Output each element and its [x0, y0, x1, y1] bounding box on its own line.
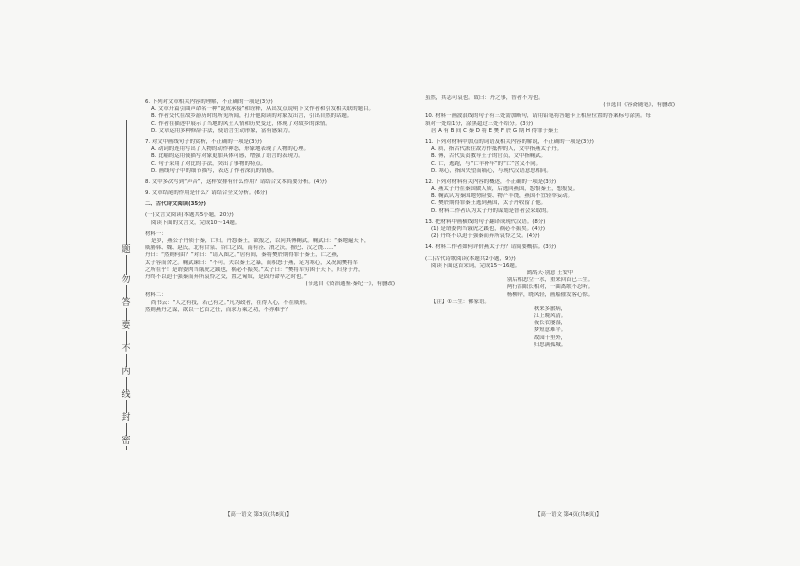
text-line: C. 亡，逃跑，与“亡羊补牢”的“亡”含义不同。	[431, 160, 542, 167]
text-line: 阅读下面的文言文，完成10～14题。	[151, 219, 241, 226]
question-line: 14. 材料二作者如何评价燕太子丹？请简要概括。(3分)	[425, 244, 557, 251]
text-line: B. 傅，古代负责教导王子的官员，文中指鞠武。	[431, 153, 546, 160]
text-line: 夜长衣屡湿，	[533, 320, 567, 327]
text-line: A. 文章开篇引曲声命名一种“说成承接”和诠释，从出发点说明下文作者和引发相关联的题目。	[151, 106, 374, 113]
text-line: 之所在乎！是谓委肉当饿虎之蹊也，祸必不振矣。”太子曰：“樊将军穷困于天下，归身于丹，	[145, 266, 364, 273]
left-page-column	[145, 95, 395, 314]
page-footer-left: 【高一语文 第3页(共8页)】	[225, 512, 292, 518]
text-line: (节选自《容斋随笔》，有删改)	[603, 102, 675, 109]
text-line: 鹧鸪天·别意 王安中	[526, 269, 574, 276]
binding-margin	[118, 120, 134, 450]
question-line: 8. 文中多次写到“声音”，这样安排有什么作用？请结合文本简要分析。(4分)	[145, 178, 327, 185]
question-line: 10. 材料一画波浪线的句子有三处需加断句，请用铅笔将答题卡上相应位置的答案标号涂黑。每	[425, 113, 651, 120]
text-line: (节选自《资治通鉴·秦纪一》，有删改)	[305, 281, 395, 288]
margin-mark: 线	[121, 390, 131, 400]
question-line: 6. 下列对文章相关内容的理解，不正确的一项是(3分)	[145, 99, 273, 105]
right-page-column	[425, 95, 675, 349]
question-line: (二)古代诗歌阅读(本题共2小题，9分)	[425, 255, 516, 262]
question-line: (一)文言文阅读(本题共5小题，20分)	[145, 212, 234, 219]
margin-mark: 答	[121, 298, 131, 308]
question-line: 9. 文章结尾的作用是什么？请结合全文分析。(6分)	[145, 190, 268, 197]
text-line: D. 文章运用多种修辞手法，使语言生动形象，富有感染力。	[151, 127, 294, 134]
text-line: C. 作者在描述中展示了当地的风土人情和历史变迁，体现了对故乡的深情。	[151, 120, 331, 127]
text-line: C. 句子采用了对比的手法，突出了事物的特点。	[151, 160, 267, 167]
question-line: 13. 把材料中画横线的句子翻译成现代汉语。(8分)	[425, 218, 546, 225]
text-line: 两行泪眼长相对，一曲离歌不忍听。	[506, 284, 594, 291]
text-line: 阅读下面这首宋词，完成15～16题。	[431, 262, 521, 269]
page-footer-right: 【高一语文 第4页(共8页)】	[535, 512, 602, 518]
text-line: 江上晚风清。	[533, 313, 567, 320]
text-line: A. 质，指古代派往敌方作抵押的人，文中指燕太子丹。	[431, 146, 563, 153]
text-line: 【注】①三生：佛家语。	[431, 298, 490, 305]
margin-mark: 内	[121, 367, 131, 377]
text-line: 秋来多旅病，	[533, 305, 567, 312]
text-line: 归思满孤城。	[533, 341, 567, 348]
text-line: 别后相思空一水，重来回首已三生。	[506, 277, 594, 284]
text-line: 丹曰：“然则何由？”对曰：“请入图之。”居有间，秦将樊於期得罪于秦王，亡之燕，	[145, 252, 343, 259]
text-line: 故园千里外，	[533, 334, 567, 341]
text-line: B. 作者交代在故乡游历时的所见所闻，打开他阅读的对象发出言，引出自然的话题。	[151, 113, 353, 120]
text-line: (2) 丹终不以迫于强秦而弃所哀怜之交。(4分)	[431, 233, 540, 240]
text-line: 居 A 有 B 间 C 秦 D 将 E 樊 F 於 G 期 H 得罪于秦王	[431, 127, 559, 134]
text-line: 然则燕丹之谋，欲以一匕首之任，而求万乘之功，不亦难乎？	[145, 306, 291, 313]
text-line: 尚书云：“人之有技，若己有之。”凡为政者，在得人心，不在威刑。	[151, 299, 311, 306]
question-line: 材料二：	[145, 292, 167, 299]
text-line: D. 材料二作者认为太子丹的谋划是智者会采取的。	[431, 207, 552, 214]
text-line: 梦短意难平。	[533, 327, 567, 334]
text-line: 杨柳岸，晓风轻，画船催发客心惊。	[506, 291, 594, 298]
text-line: 填对一处给1分，涂黑超过三处不给分。(3分)	[425, 120, 534, 127]
text-line: B. 鞠武认为秦国地势险要、物产丰饶，燕国不宜轻举妄动。	[431, 193, 573, 200]
margin-mark: 密	[121, 436, 131, 446]
text-line: D. 画线句子中的细节描写，表达了作者深沉的情感。	[151, 167, 278, 174]
question-line: 7. 对文中画线句子的赏析，不正确的一项是(3分)	[145, 138, 262, 145]
section-heading: 二、古代诗文阅读(35分)	[145, 201, 206, 208]
text-line: D. 寒心，指因失望而痛心，与现代汉语意思相同。	[431, 167, 552, 174]
text-line: A. 燕太子丹在秦国做人质，后逃回燕国，怨恨秦王，想报复。	[431, 186, 579, 193]
margin-mark: 要	[121, 321, 131, 331]
text-line: 威胁韩、魏、赵氏，北有甘泉、谷口之固，南有泾、渭之沃，擅巴、汉之饶……”	[145, 245, 337, 252]
question-line: 材料一：	[145, 230, 167, 237]
margin-mark: 不	[121, 344, 131, 354]
margin-mark: 题	[121, 245, 131, 255]
question-line: 12. 下列对材料有关内容的概述，不正确的一项是(3分)	[425, 178, 557, 185]
binding-line	[126, 120, 127, 450]
text-line: 丹终不以迫于强秦而弃所哀怜之交，置之匈奴，是固丹命卒之时也。”	[145, 273, 307, 280]
margin-mark: 勿	[121, 275, 131, 285]
text-line: 虽然，其志可哀也。故曰：丹之事，智者不为也。	[425, 95, 544, 101]
text-line: C. 樊於期得罪秦王逃到燕国，太子丹收留了他。	[431, 200, 547, 207]
text-line: A. 动词的连用写出了人物的动作神态，形象地表现了人物的心理。	[151, 146, 309, 153]
question-line: 11. 下列对材料中加点的词语及相关内容的解说，不正确的一项是(3分)	[425, 138, 594, 145]
margin-mark: 封	[121, 413, 131, 423]
text-line: B. 比喻的运用使描写对象更加具体可感，增强了语言的表现力。	[151, 153, 304, 160]
text-line: (1) 是谓委肉当饿虎之蹊也，祸必不振矣。(4分)	[431, 226, 546, 232]
text-line: 太子容而舍之。鞠武谏曰：“不可。夫以秦王之暴，而积怒于燕，足为寒心，又况闻樊将军	[145, 259, 359, 266]
text-line: 是岁，燕公子丹质于秦，亡归。丹怨秦王，欲报之，以问其傅鞠武。鞠武曰：“秦地遍天下，	[151, 238, 370, 244]
